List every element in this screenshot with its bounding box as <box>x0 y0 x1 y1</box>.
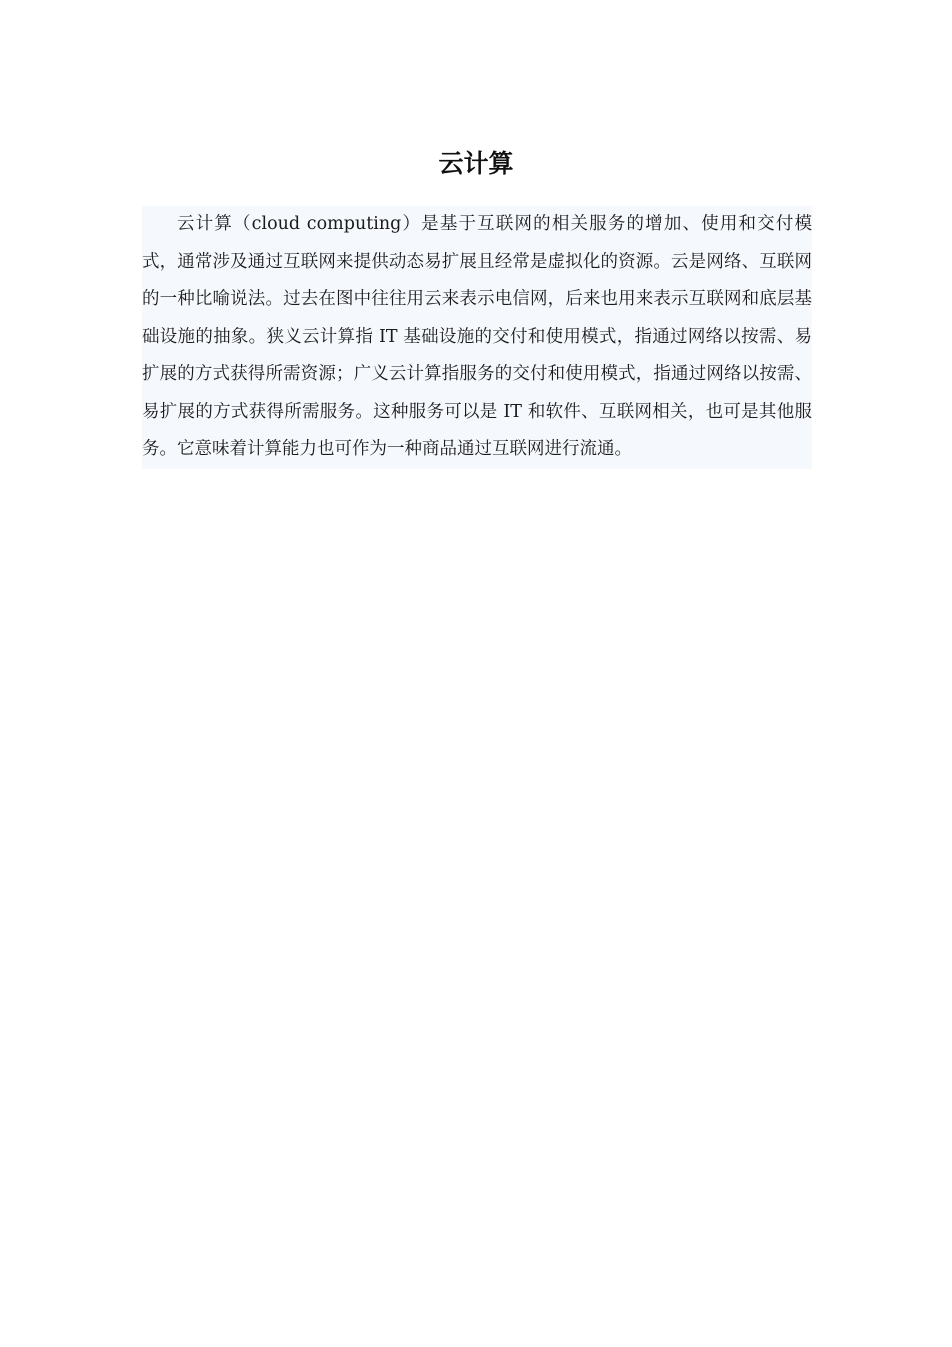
body-paragraph: 云计算（cloud computing）是基于互联网的相关服务的增加、使用和交付模式，通常涉及通过互联网来提供动态易扩展且经常是虚拟化的资源。云是网络、互联网的一种比喻说法。过去在图中往往用云来表示电信网，后来也用来表示互联网和底层基础设施的抽象。狭义云计算指 IT 基础设施的交付和使用模式，指通过网络以按需、易扩展的方式获得所需资源；广义云计算指服务的交付和使用模式，指通过网络以按需、易扩展的方式获得所需服务。这种服务可以是 IT 和软件、互联网相关，也可是其他服务。它意味着计算能力也可作为一种商品通过互联网进行流通。 <box>142 214 812 459</box>
document-title: 云计算 <box>438 149 514 178</box>
body-text-block <box>142 206 812 469</box>
